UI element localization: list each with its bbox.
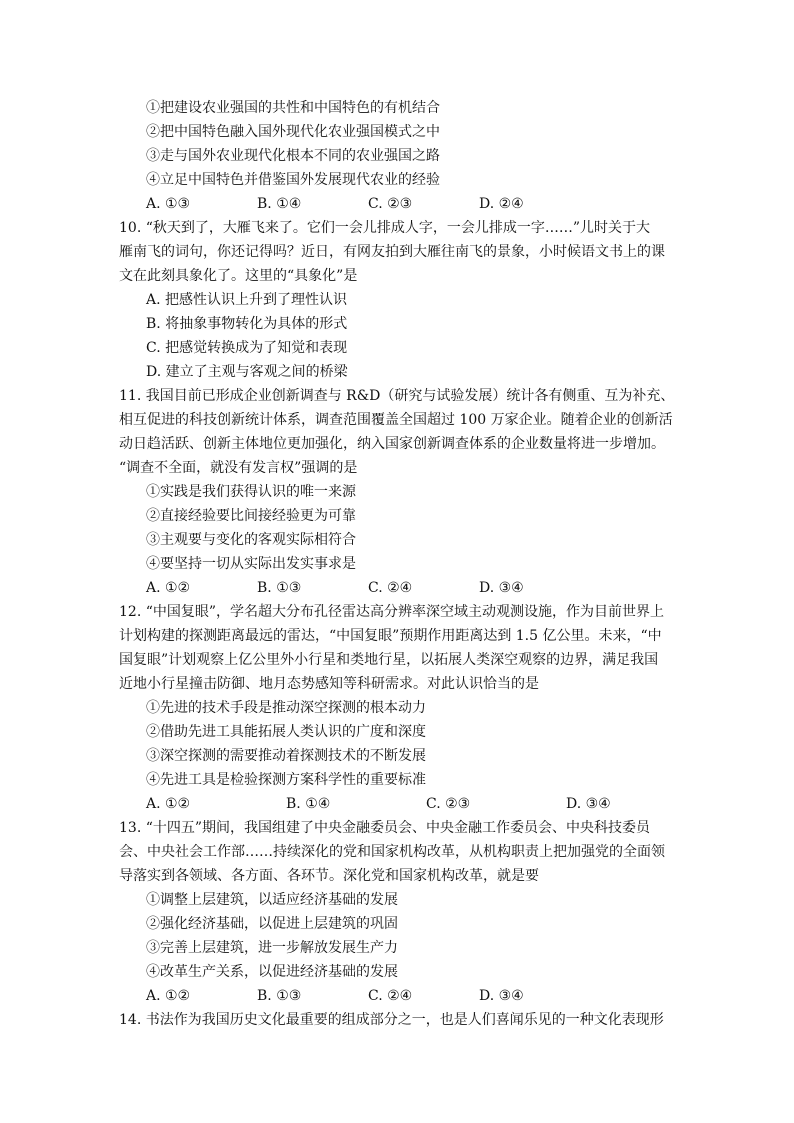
q13-option-c: C. ②④	[368, 988, 413, 1004]
q9-options	[146, 192, 706, 216]
q10-option-b: B. 将抽象事物转化为具体的形式	[146, 316, 348, 332]
q9-option-a: A. ①③	[146, 196, 191, 212]
q12-option-b: B. ①④	[286, 796, 331, 812]
q9-item-2: ②把中国特色融入国外现代化农业强国模式之中	[146, 124, 440, 140]
q9-item-3: ③走与国外农业现代化根本不同的农业强国之路	[146, 148, 440, 164]
q12-stem-3: 国复眼”计划观察上亿公里外小行星和类地行星，以拓展人类深空观察的边界，满足我国	[119, 652, 659, 668]
q11-stem-3: 动日趋活跃、创新主体地位更加强化，纳入国家创新调查体系的企业数量将进一步增加。	[119, 436, 665, 452]
q9-option-b: B. ①④	[257, 196, 302, 212]
q13-stem-3: 导落实到各领域、各方面、各环节。深化党和国家机构改革，就是要	[119, 868, 539, 884]
q13-option-b: B. ①③	[257, 988, 302, 1004]
q12-options	[146, 792, 706, 816]
q12-item-3: ③深空探测的需要推动着探测技术的不断发展	[146, 748, 426, 764]
q11-option-b: B. ①③	[257, 580, 302, 596]
q11-stem-1: 11. 我国目前已形成企业创新调查与 R&D（研究与试验发展）统计各有侧重、互为补充、	[119, 388, 675, 404]
q10-option-c: C. 把感觉转换成为了知觉和表现	[146, 340, 348, 356]
q13-item-2: ②强化经济基础，以促进上层建筑的巩固	[146, 916, 398, 932]
q11-item-4: ④要坚持一切从实际出发实事求是	[146, 556, 356, 572]
q13-option-d: D. ③④	[479, 988, 524, 1004]
q13-item-1: ①调整上层建筑，以适应经济基础的发展	[146, 892, 398, 908]
q13-option-a: A. ①②	[146, 988, 191, 1004]
q12-option-a: A. ①②	[146, 796, 191, 812]
q12-stem-2: 计划构建的探测距离最远的雷达，“中国复眼”预期作用距离达到 1.5 亿公里。未来，“中	[119, 628, 662, 644]
q10-stem-2: 雁南飞的词句，你还记得吗？近日，有网友拍到大雁往南飞的景象，小时候语文书上的课	[119, 244, 665, 260]
q10-option-d: D. 建立了主观与客观之间的桥梁	[146, 364, 348, 380]
q12-stem-1: 12. “中国复眼”，学名超大分布孔径雷达高分辨率深空域主动观测设施，作为目前世界上	[119, 604, 665, 620]
q14-stem-1: 14. 书法作为我国历史文化最重要的组成部分之一，也是人们喜闻乐见的一种文化表现形	[119, 1012, 664, 1028]
q12-stem-4: 近地小行星撞击防御、地月态势感知等科研需求。对此认识恰当的是	[119, 676, 539, 692]
q11-option-a: A. ①②	[146, 580, 191, 596]
q11-options	[146, 576, 706, 600]
q11-item-1: ①实践是我们获得认识的唯一来源	[146, 484, 356, 500]
q13-stem-1: 13. “十四五”期间，我国组建了中央金融委员会、中央金融工作委员会、中央科技委员	[119, 820, 651, 836]
q11-stem-4: “调查不全面，就没有发言权”强调的是	[119, 460, 358, 476]
q12-option-c: C. ②③	[426, 796, 471, 812]
q11-stem-2: 相互促进的科技创新统计体系，调查范围覆盖全国超过 100 万家企业。随着企业的创新活	[119, 412, 673, 428]
q12-option-d: D. ③④	[566, 796, 611, 812]
q10-option-a: A. 把感性认识上升到了理性认识	[146, 292, 348, 308]
q13-item-4: ④改革生产关系，以促进经济基础的发展	[146, 964, 398, 980]
q12-item-4: ④先进工具是检验探测方案科学性的重要标准	[146, 772, 426, 788]
q13-item-3: ③完善上层建筑，进一步解放发展生产力	[146, 940, 398, 956]
q10-stem-1: 10. “秋天到了，大雁飞来了。它们一会儿排成人字，一会儿排成一字……”儿时关于大	[119, 220, 651, 236]
q13-options	[146, 984, 706, 1008]
q9-option-d: D. ②④	[479, 196, 524, 212]
q11-option-c: C. ②④	[368, 580, 413, 596]
q9-option-c: C. ②③	[368, 196, 413, 212]
q13-stem-2: 会、中央社会工作部……持续深化的党和国家机构改革，从机构职责上把加强党的全面领	[119, 844, 665, 860]
q11-item-3: ③主观要与变化的客观实际相符合	[146, 532, 356, 548]
q10-stem-3: 文在此刻具象化了。这里的“具象化”是	[119, 268, 358, 284]
q12-item-1: ①先进的技术手段是推动深空探测的根本动力	[146, 700, 426, 716]
q12-item-2: ②借助先进工具能拓展人类认识的广度和深度	[146, 724, 426, 740]
q11-item-2: ②直接经验要比间接经验更为可靠	[146, 508, 356, 524]
q11-option-d: D. ③④	[479, 580, 524, 596]
q9-item-4: ④立足中国特色并借鉴国外发展现代农业的经验	[146, 172, 440, 188]
q9-item-1: ①把建设农业强国的共性和中国特色的有机结合	[146, 100, 440, 116]
